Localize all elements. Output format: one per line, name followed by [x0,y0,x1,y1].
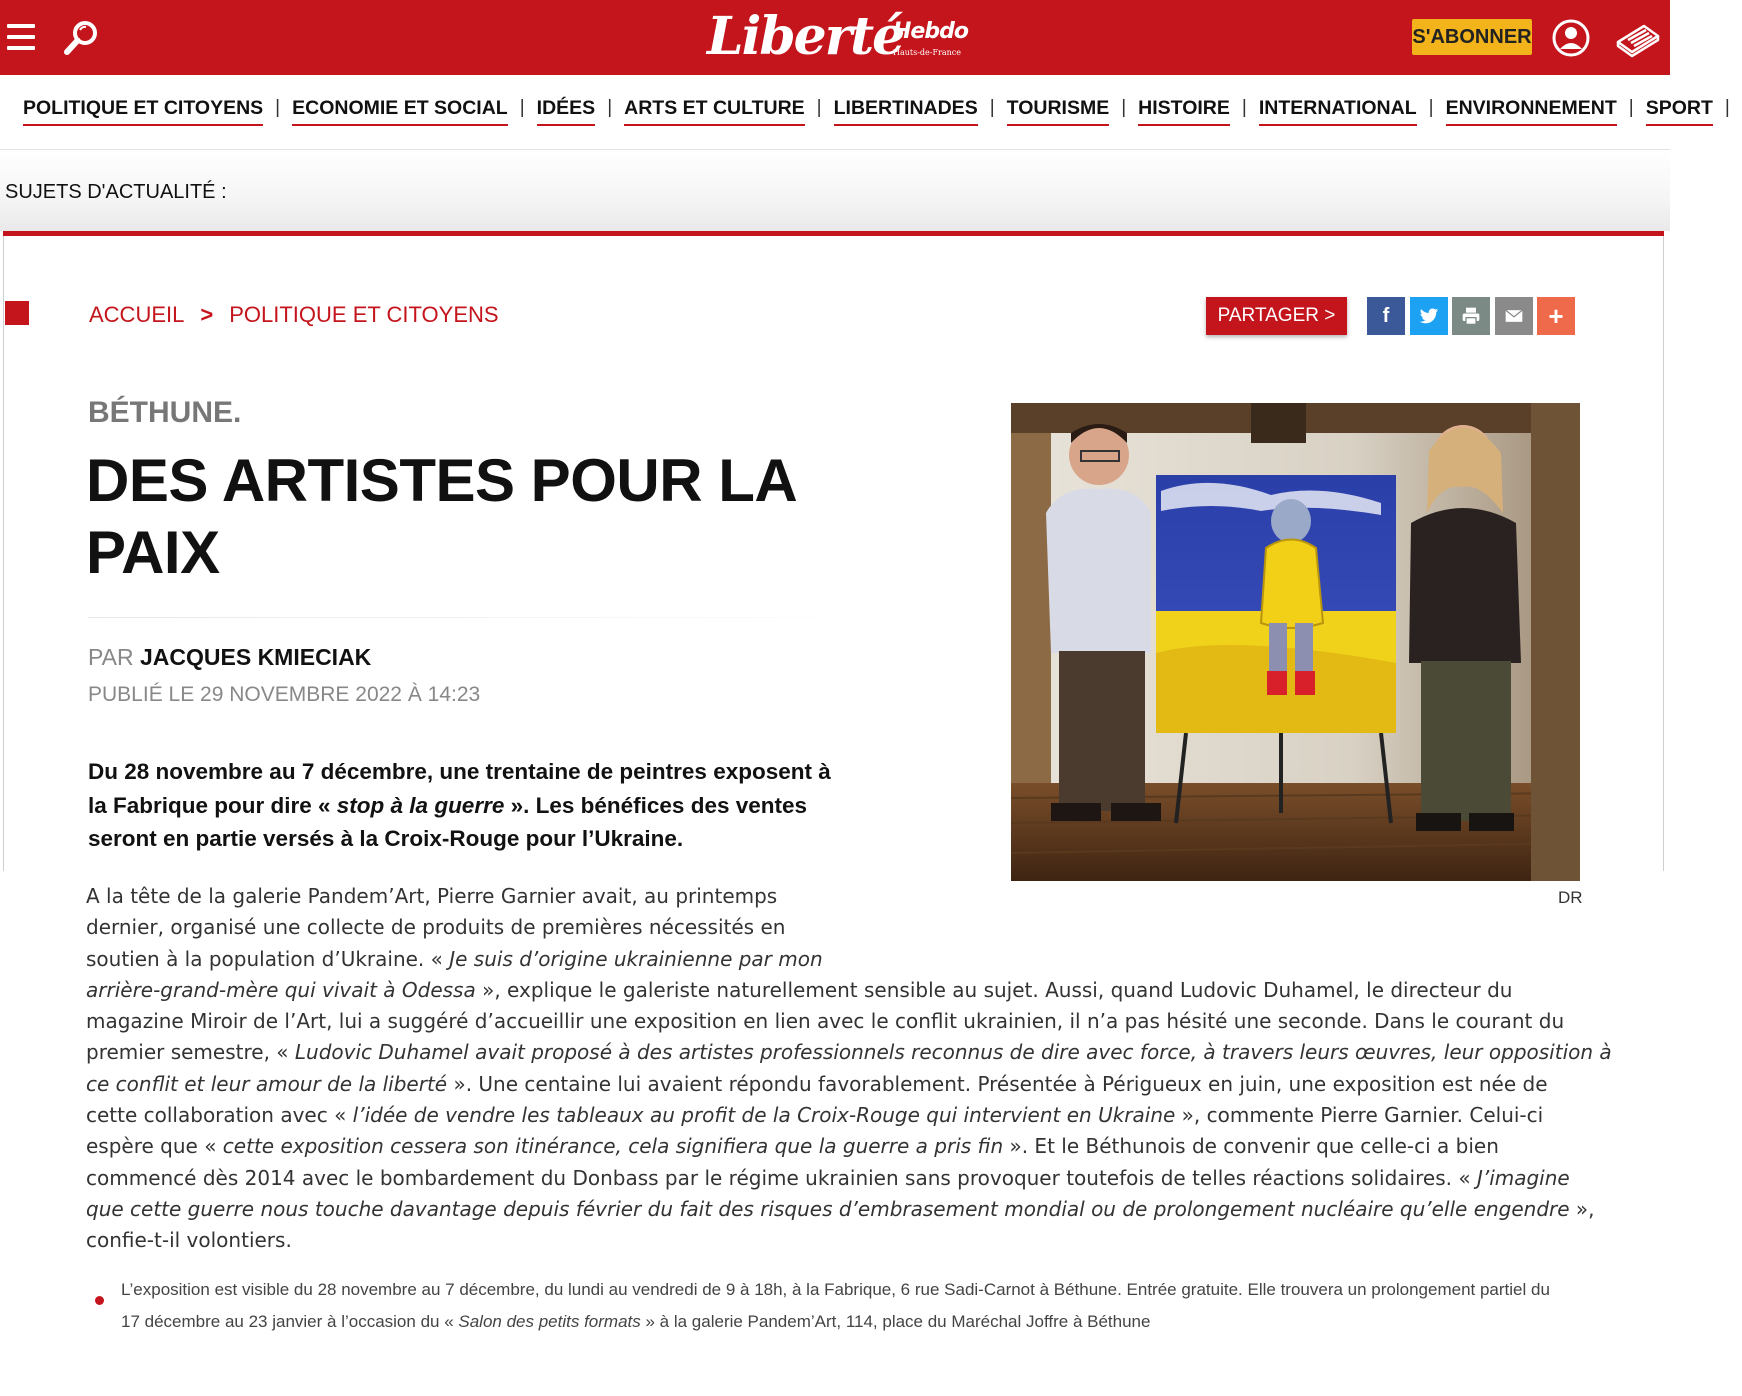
lead-text-1: Du 28 novembre au 7 décembre, une trentaine de peintres exposent à la Fabrique pour dire « [88,759,831,818]
nav-separator: | [275,97,281,118]
nav-item [1259,97,1446,126]
nav-link-international[interactable]: INTERNATIONAL [1259,97,1417,126]
breadcrumb-home[interactable]: ACCUEIL [89,302,185,327]
nav-link-tourisme[interactable]: TOURISME [1007,97,1110,126]
nav-link-environnement[interactable]: ENVIRONNEMENT [1446,97,1617,126]
nav-item [834,97,1007,126]
menu-icon[interactable] [7,24,35,50]
nav-separator: | [1241,97,1247,118]
site-logo[interactable] [707,6,967,68]
nav-item [1138,97,1259,126]
byline-prefix: PAR [88,644,134,670]
user-icon[interactable] [1551,18,1591,58]
nav-item [1007,97,1139,126]
body-line: ce conflit et leur amour de la liberté ». Une centaine lui avaient répondu favorablement. Présentée à Périgueux en juin, une exposition est née de [86,1071,1548,1096]
share-button[interactable]: PARTAGER > [1206,297,1347,335]
nav-link-politique-et-citoyens[interactable]: POLITIQUE ET CITOYENS [23,97,263,126]
exhibition-info: L’exposition est visible du 28 novembre au 7 décembre, du lundi au vendredi de 9 à 18h, à la Fabrique, 6 rue Sadi-Carnot à Béthune. Entrée gratuite. Elle trouvera un prolongement partiel du 17 décembre au 23 janvier à l’occasion du « Salon des petits formats » à la galerie Pandem’Art, 114, place du Maréchal Joffre à Béthune [121,1280,1550,1331]
bullet-icon [95,1296,104,1305]
breadcrumb-section[interactable]: POLITIQUE ET CITOYENS [229,302,499,327]
article-kicker: BÉTHUNE. [88,396,242,429]
article-lead [88,755,848,856]
body-line: dernier, organisé une collecte de produits de premières nécessités en [86,915,786,940]
lead-quote: stop à la guerre [336,792,505,818]
nav-separator: | [607,97,613,118]
nav-link-histoire[interactable]: HISTOIRE [1138,97,1230,126]
logo-sub-text: Hebdo [893,19,968,44]
article-photo[interactable] [1011,403,1580,881]
newspaper-icon[interactable] [1614,18,1662,58]
search-icon[interactable] [62,18,102,58]
body-line: premier semestre, « Ludovic Duhamel avait proposé à des artistes professionnels reconnus de dire avec force, à travers leurs œuvres, leur opposition à [86,1040,1612,1065]
body-line: arrière-grand-mère qui vivait à Odessa », explique le galeriste naturellement sensible au sujet. Aussi, quand Ludovic Duhamel, le directeur du [86,977,1513,1002]
facebook-icon[interactable]: f [1367,297,1405,335]
hot-topics-label: SUJETS D'ACTUALITÉ : [5,181,227,203]
nav-separator: | [519,97,525,118]
nav-item [624,97,833,126]
nav-link-sport[interactable]: SPORT [1646,97,1713,126]
nav-list [23,97,1742,126]
logo-region-text: Hauts-de-France [893,48,961,57]
nav-link-economie-et-social[interactable]: ECONOMIE ET SOCIAL [292,97,508,126]
top-bar [0,0,1670,75]
body-line: cette collaboration avec « l’idée de vendre les tableaux au profit de la Croix-Rouge qui intervient en Ukraine », commente Pierre Garnier. Celui-ci [86,1103,1544,1128]
nav-separator: | [1724,97,1730,118]
nav-separator: | [989,97,995,118]
nav-item [537,97,624,126]
author-link[interactable]: JACQUES KMIECIAK [139,644,372,670]
nav-separator: | [816,97,822,118]
photo-credit: DR [1558,888,1583,907]
plus-icon[interactable]: + [1537,297,1575,335]
section-marker [5,301,29,325]
nav-separator: | [1428,97,1434,118]
body-line: confie-t-il volontiers. [86,1228,292,1253]
article-body [86,881,1612,1257]
twitter-icon[interactable] [1410,297,1448,335]
body-line: commencé dès 2014 avec le bombardement du Donbass par le régime ukrainien sans provoquer toutefois de telles réactions solidaires. « J’imagine [86,1165,1570,1190]
lead-text-2: ». Les bénéfices des ventes seront en partie versés à la Croix-Rouge pour l’Ukraine. [88,792,808,851]
publish-date: PUBLIÉ LE 29 NOVEMBRE 2022 À 14:23 [88,683,481,706]
hot-topics-band [0,151,1670,231]
body-line: A la tête de la galerie Pandem’Art, Pierre Garnier avait, au printemps [86,884,778,908]
byline [88,643,371,671]
nav-item [1646,97,1742,126]
title-divider [88,617,903,618]
body-line: que cette guerre nous touche davantage depuis février du fait des risques d’embrasement mondial ou de prolongement nucléaire qu’elle engendre », [86,1196,1595,1221]
subscribe-button[interactable]: S'ABONNER [1412,19,1532,55]
nav-item [23,97,292,126]
article-title: DES ARTISTES POUR LA PAIX [86,447,795,586]
main-nav [0,75,1730,150]
email-icon[interactable] [1495,297,1533,335]
nav-separator: | [1628,97,1634,118]
print-icon[interactable] [1452,297,1490,335]
nav-separator: | [1121,97,1127,118]
nav-item [292,97,537,126]
breadcrumb-separator: > [200,302,214,327]
card-top-border [3,231,1664,236]
body-line: espère que « cette exposition cessera son itinérance, cela signifiera que la guerre a pris fin ». Et le Béthunois de convenir que celle-ci a bien [86,1134,1499,1159]
nav-link-libertinades[interactable]: LIBERTINADES [834,97,978,126]
body-line: soutien à la population d’Ukraine. « Je suis d’origine ukrainienne par mon [86,946,823,971]
nav-link-idées[interactable]: IDÉES [537,97,596,126]
logo-main-text: Liberté [707,6,904,67]
nav-link-arts-et-culture[interactable]: ARTS ET CULTURE [624,97,805,126]
body-line: magazine Miroir de l’Art, lui a suggéré d’accueillir une exposition en lien avec le conflit ukrainien, il n’a pas hésité une seconde. Dans le courant du [86,1009,1565,1034]
breadcrumb [89,301,499,329]
nav-item [1446,97,1646,126]
